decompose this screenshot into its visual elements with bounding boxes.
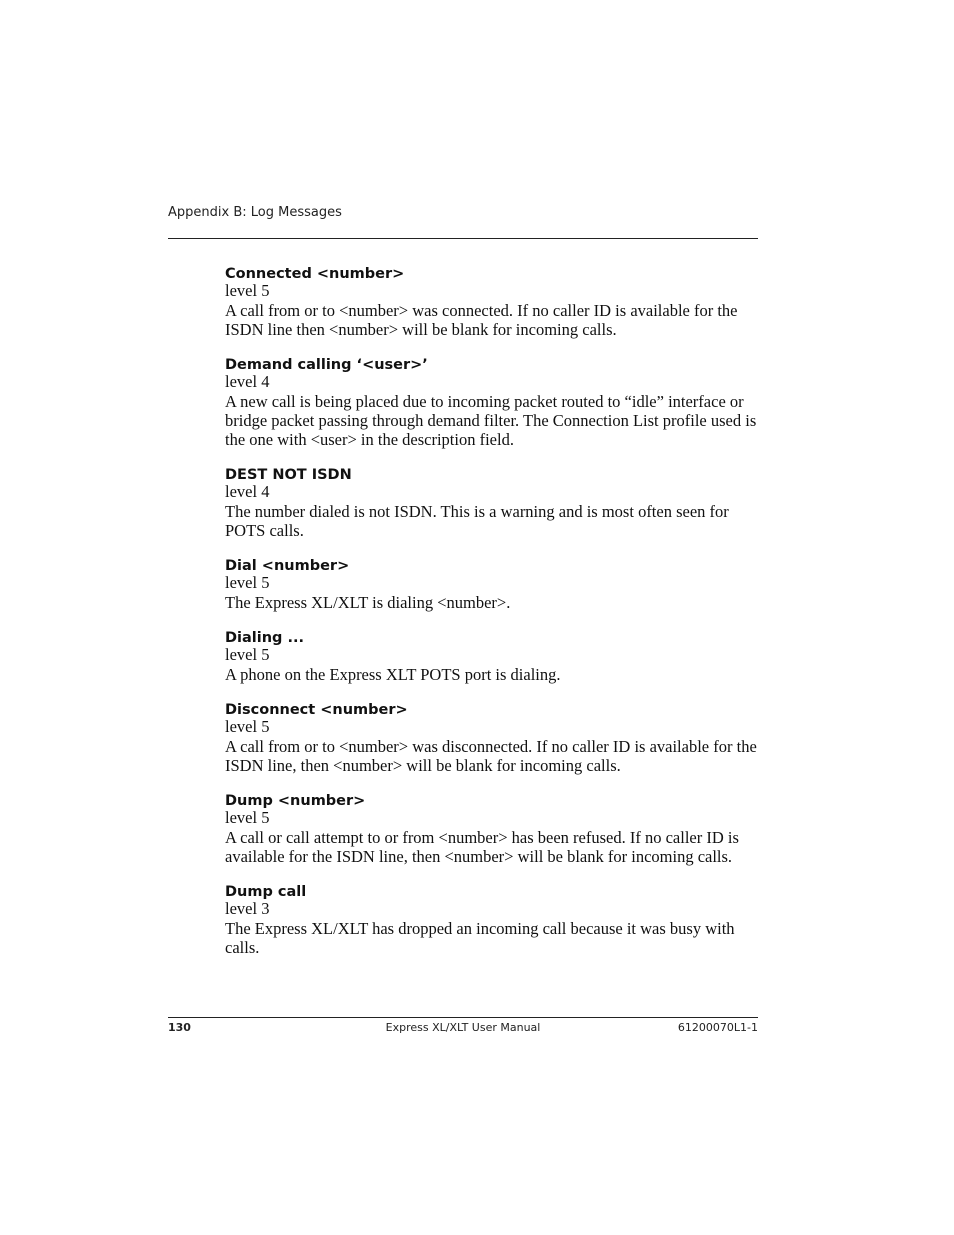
entry-description: The Express XL/XLT is dialing <number>. xyxy=(225,593,511,612)
log-entry-disconnect xyxy=(225,701,759,775)
header-divider xyxy=(168,238,758,239)
footer-divider xyxy=(168,1017,758,1018)
log-message-list xyxy=(225,265,759,974)
log-entry-dial xyxy=(225,557,759,612)
log-entry-dump-call xyxy=(225,883,759,957)
entry-title: DEST NOT ISDN xyxy=(225,467,352,483)
entry-level: level 3 xyxy=(225,899,270,918)
log-entry-connected xyxy=(225,265,759,339)
page-footer xyxy=(168,1021,758,1037)
entry-description: A call from or to <number> was connected. If no caller ID is available for the ISDN line then <number> will be blank for incoming calls. xyxy=(225,301,738,339)
entry-title: Demand calling ‘<user>’ xyxy=(225,357,428,373)
entry-title: Connected <number> xyxy=(225,266,405,282)
page-number: 130 xyxy=(168,1021,191,1034)
log-entry-demand-calling xyxy=(225,356,759,449)
entry-level: level 5 xyxy=(225,717,270,736)
entry-level: level 5 xyxy=(225,808,270,827)
log-entry-dump-number xyxy=(225,792,759,866)
entry-level: level 5 xyxy=(225,573,270,592)
document-number: 61200070L1-1 xyxy=(677,1021,758,1034)
entry-level: level 4 xyxy=(225,482,270,501)
entry-level: level 5 xyxy=(225,645,270,664)
entry-description: A new call is being placed due to incoming packet routed to “idle” interface or bridge packet passing through demand filter. The Connection List profile used is the one with <user> in the description field. xyxy=(225,392,757,449)
entry-description: A phone on the Express XLT POTS port is dialing. xyxy=(225,665,561,684)
entry-description: A call or call attempt to or from <number> has been refused. If no caller ID is available for the ISDN line, then <number> will be blank for incoming calls. xyxy=(225,828,739,866)
manual-title: Express XL/XLT User Manual xyxy=(385,1021,541,1034)
entry-description: A call from or to <number> was disconnected. If no caller ID is available for the ISDN line, then <number> will be blank for incoming calls. xyxy=(225,737,757,775)
entry-title: Dialing ... xyxy=(225,630,305,646)
log-entry-dest-not-isdn xyxy=(225,466,759,540)
entry-level: level 5 xyxy=(225,281,270,300)
entry-title: Dial <number> xyxy=(225,558,350,574)
entry-level: level 4 xyxy=(225,372,270,391)
entry-title: Dump <number> xyxy=(225,793,366,809)
entry-description: The Express XL/XLT has dropped an incoming call because it was busy with calls. xyxy=(225,919,735,957)
entry-title: Disconnect <number> xyxy=(225,702,408,718)
running-header: Appendix B: Log Messages xyxy=(168,205,342,220)
entry-title: Dump call xyxy=(225,884,307,900)
log-entry-dialing xyxy=(225,629,759,684)
entry-description: The number dialed is not ISDN. This is a warning and is most often seen for POTS calls. xyxy=(225,502,729,540)
